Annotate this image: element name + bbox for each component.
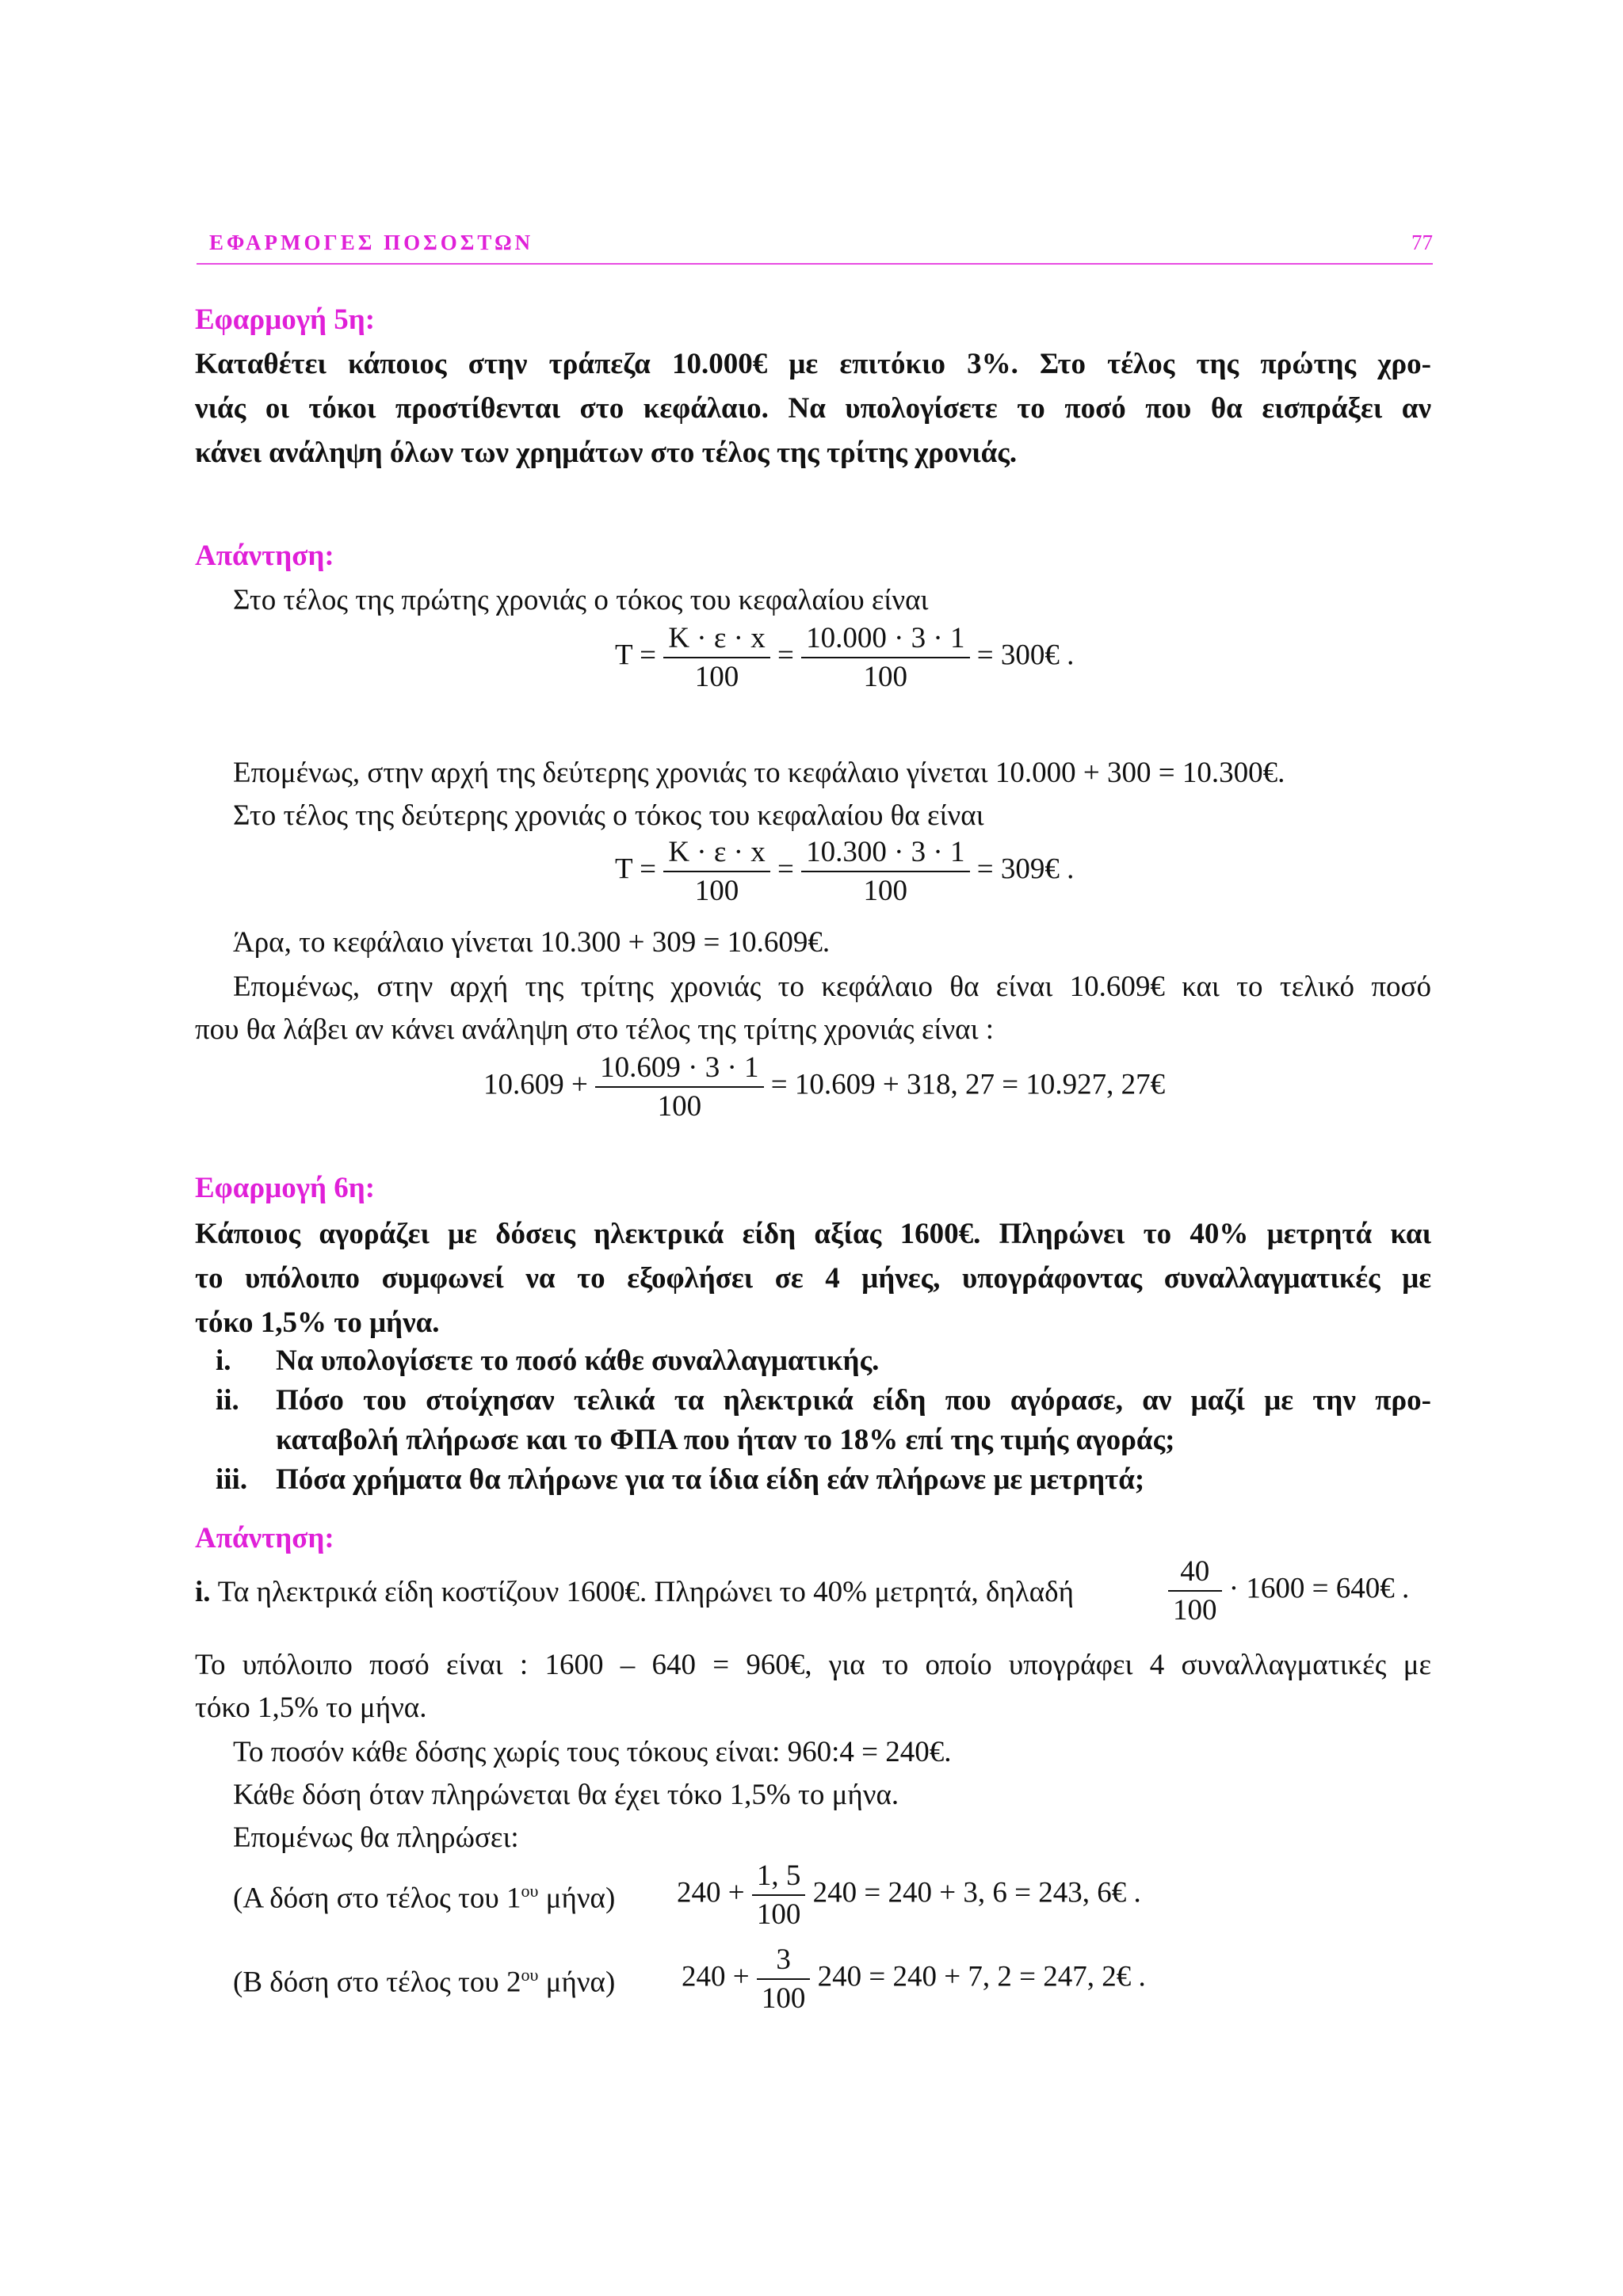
application-5-problem-line-2: νιάς οι τόκοι προστίθενται στο κεφάλαιο. Να υπολογίσετε το ποσό που θα εισπράξει αν bbox=[195, 392, 1431, 425]
fraction-1-5-over-100: $\frac{1, 5}{100}$ bbox=[752, 1859, 806, 1932]
question-i-label: i. bbox=[216, 1344, 231, 1377]
down-payment-formula: $\frac{40}{100}$ · 1600 = 640€ . bbox=[1168, 1554, 1409, 1627]
question-i-text: Να υπολογίσετε το ποσό κάθε συναλλαγματικής. bbox=[276, 1344, 880, 1377]
answer-5-line-5: Επομένως, στην αρχή της τρίτης χρονιάς το κεφάλαιο θα είναι 10.609€ και το τελικό ποσό bbox=[233, 971, 1431, 1003]
answer-6-line-c: Το ποσόν κάθε δόσης χωρίς τους τόκους είναι: 960:4 = 240€. bbox=[233, 1736, 952, 1768]
fraction-10300-3-1-over-100: $\frac{10.300 \cdot 3 \cdot 1}{100}$ bbox=[801, 835, 969, 908]
application-6-problem-line-2: το υπόλοιπο συμφωνεί να το εξοφλήσει σε 4 μήνες, υπογράφοντας συναλλαγματικές με bbox=[195, 1262, 1431, 1295]
formula-lhs: Τ = bbox=[615, 639, 657, 672]
question-ii-text-line-2: καταβολή πλήρωσε και το ΦΠΑ που ήταν το 18% επί της τιμής αγοράς; bbox=[276, 1424, 1175, 1456]
fraction-10000-3-1-over-100: $\frac{10.000 \cdot 3 \cdot 1}{100}$ bbox=[801, 621, 969, 694]
answer-6-line-b: τόκο 1,5% το μήνα. bbox=[195, 1691, 427, 1724]
answer-5-line-6: που θα λάβει αν κάνει ανάληψη στο τέλος της τρίτης χρονιάς είναι : bbox=[195, 1013, 995, 1046]
answer-6-line-d: Κάθε δόση όταν πληρώνεται θα έχει τόκο 1,5% το μήνα. bbox=[233, 1779, 899, 1811]
answer-5-line-2: Επομένως, στην αρχή της δεύτερης χρονιάς το κεφάλαιο γίνεται 10.000 + 300 = 10.300€. bbox=[233, 757, 1285, 789]
fraction-10609-3-1-over-100: $\frac{10.609 \cdot 3 \cdot 1}{100}$ bbox=[595, 1051, 763, 1123]
installment-b-label: (Β δόση στο τέλος του $2^{o\upsilon}$ μήνα) bbox=[233, 1965, 616, 1999]
question-iii-text: Πόσα χρήματα θα πλήρωνε για τα ίδια είδη εάν πλήρωνε με μετρητά; bbox=[276, 1463, 1145, 1496]
final-amount-formula: 10.609 + $\frac{10.609 \cdot 3 \cdot 1}{100}$ = 10.609 + 318, 27 = 10.927, 27€ bbox=[483, 1051, 1166, 1123]
application-6-problem-line-3: τόκο 1,5% το μήνα. bbox=[195, 1306, 440, 1339]
question-iii-label: iii. bbox=[216, 1463, 248, 1496]
answer-i-label: i. bbox=[195, 1576, 211, 1608]
application-6-answer-heading: Απάντηση: bbox=[195, 1522, 334, 1554]
fraction-k-e-x-over-100: $\frac{K \cdot \varepsilon \cdot x}{100}$ bbox=[663, 621, 769, 694]
answer-6-line-a: Το υπόλοιπο ποσό είναι : 1600 – 640 = 960€, για το οποίο υπογράφει 4 συναλλαγματικές με bbox=[195, 1649, 1431, 1681]
fraction-40-over-100: $\frac{40}{100}$ bbox=[1168, 1554, 1222, 1627]
interest-formula-1: Τ = $\frac{K \cdot \varepsilon \cdot x}{100}$ = $\frac{10.000 \cdot 3 \cdot 1}{100}$ = 300€ . bbox=[615, 622, 1075, 693]
formula-result: = 300€ . bbox=[976, 639, 1075, 672]
application-5-heading: Εφαρμογή 5η: bbox=[195, 303, 376, 336]
application-6-problem-line-1: Κάποιος αγοράζει με δόσεις ηλεκτρικά είδη αξίας 1600€. Πληρώνει το 40% μετρητά και bbox=[195, 1218, 1431, 1250]
answer-6-i-line bbox=[195, 1575, 1074, 1609]
fraction-3-over-100: $\frac{3}{100}$ bbox=[757, 1943, 811, 2016]
answer-5-line-1: Στο τέλος της πρώτης χρονιάς ο τόκος του κεφαλαίου είναι bbox=[233, 584, 929, 616]
answer-5-line-4: Άρα, το κεφάλαιο γίνεται 10.300 + 309 = 10.609€. bbox=[233, 926, 831, 959]
answer-6-line-e: Επομένως θα πληρώσει: bbox=[233, 1821, 519, 1854]
running-header-title: ΕΦΑΡΜΟΓΕΣ ΠΟΣΟΣΤΩΝ bbox=[209, 231, 534, 254]
answer-i-text: Τα ηλεκτρικά είδη κοστίζουν 1600€. Πληρώνει το 40% μετρητά, δηλαδή bbox=[217, 1576, 1074, 1608]
page-number: 77 bbox=[1411, 231, 1433, 254]
header-rule bbox=[197, 263, 1433, 265]
fraction-k-e-x-over-100-b: $\frac{K \cdot \varepsilon \cdot x}{100}$ bbox=[663, 835, 769, 908]
application-6-heading: Εφαρμογή 6η: bbox=[195, 1172, 376, 1204]
installment-a-label: (Α δόση στο τέλος του $1^{o\upsilon}$ μήνα) bbox=[233, 1881, 616, 1915]
answer-5-line-3: Στο τέλος της δεύτερης χρονιάς ο τόκος του κεφαλαίου θα είναι bbox=[233, 799, 984, 832]
question-ii-label: ii. bbox=[216, 1384, 239, 1417]
application-5-problem-line-1: Καταθέτει κάποιος στην τράπεζα 10.000€ με επιτόκιο 3%. Στο τέλος της πρώτης χρο- bbox=[195, 348, 1431, 380]
application-5-answer-heading: Απάντηση: bbox=[195, 540, 334, 572]
question-ii-text-line-1: Πόσο του στοίχησαν τελικά τα ηλεκτρικά είδη που αγόρασε, αν μαζί με την προ- bbox=[276, 1384, 1431, 1417]
interest-formula-2: Τ = $\frac{K \cdot \varepsilon \cdot x}{100}$ = $\frac{10.300 \cdot 3 \cdot 1}{100}$ = 309€ . bbox=[615, 836, 1075, 907]
application-5-problem-line-3: κάνει ανάληψη όλων των χρημάτων στο τέλος της τρίτης χρονιάς. bbox=[195, 437, 1018, 469]
installment-a-formula: 240 + $\frac{1, 5}{100}$ 240 = 240 + 3, 6 = 243, 6€ . bbox=[677, 1859, 1141, 1931]
installment-b-formula: 240 + $\frac{3}{100}$ 240 = 240 + 7, 2 = 247, 2€ . bbox=[682, 1943, 1146, 2015]
